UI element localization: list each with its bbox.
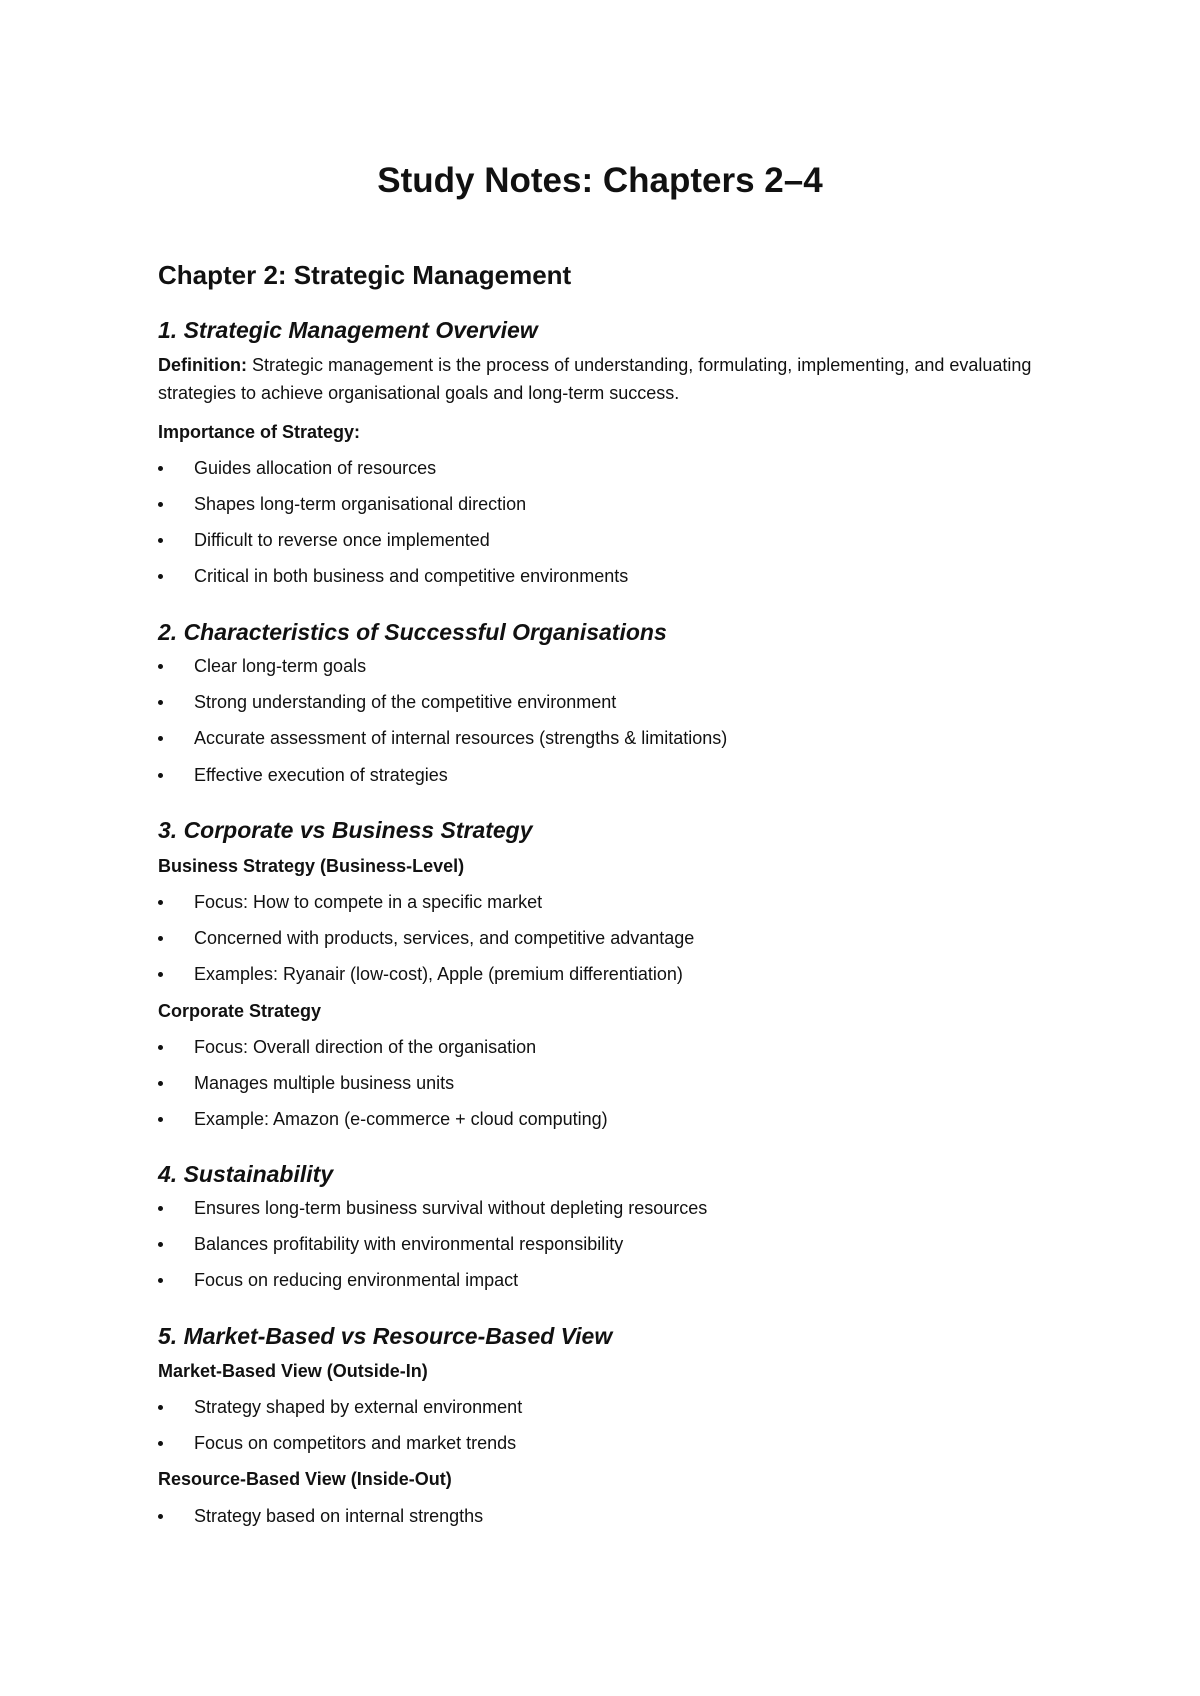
list-item-text: Difficult to reverse once implemented bbox=[194, 530, 490, 550]
bullet-icon bbox=[158, 664, 163, 669]
bullet-icon bbox=[158, 1045, 163, 1050]
bullet-icon bbox=[158, 538, 163, 543]
list-item-text: Strategy shaped by external environment bbox=[194, 1397, 523, 1417]
list-item-text: Focus: Overall direction of the organisation bbox=[194, 1037, 537, 1057]
list-item-text: Guides allocation of resources bbox=[194, 458, 437, 478]
list-item-text: Strategy based on internal strengths bbox=[194, 1506, 484, 1526]
bullet-icon bbox=[158, 900, 163, 905]
bullet-icon bbox=[158, 700, 163, 705]
list-item-text: Focus on competitors and market trends bbox=[194, 1433, 517, 1453]
bullet-icon bbox=[158, 1242, 163, 1247]
bullet-icon bbox=[158, 1405, 163, 1410]
bullet-icon bbox=[158, 736, 163, 741]
section-heading: 4. Sustainability bbox=[158, 1161, 334, 1187]
subheading: Importance of Strategy: bbox=[158, 422, 361, 442]
bullet-icon bbox=[158, 936, 163, 941]
bullet-icon bbox=[158, 574, 163, 579]
subheading: Resource-Based View (Inside-Out) bbox=[158, 1469, 452, 1489]
definition-paragraph bbox=[158, 351, 1058, 407]
bullet-icon bbox=[158, 1117, 163, 1122]
list-item-text: Ensures long-term business survival without depleting resources bbox=[194, 1198, 708, 1218]
list-item-text: Focus on reducing environmental impact bbox=[194, 1270, 519, 1290]
list-item-text: Examples: Ryanair (low-cost), Apple (premium differentiation) bbox=[194, 964, 683, 984]
section-heading: 5. Market-Based vs Resource-Based View bbox=[158, 1323, 613, 1349]
section-heading: 2. Characteristics of Successful Organisations bbox=[158, 619, 667, 645]
list-item-text: Focus: How to compete in a specific market bbox=[194, 892, 543, 912]
bullet-icon bbox=[158, 1441, 163, 1446]
definition-label: Definition: bbox=[158, 355, 247, 375]
list-item-text: Critical in both business and competitive environments bbox=[194, 566, 629, 586]
list-item-text: Clear long-term goals bbox=[194, 656, 367, 676]
bullet-icon bbox=[158, 466, 163, 471]
list-item-text: Shapes long-term organisational direction bbox=[194, 494, 527, 514]
list-item-text: Accurate assessment of internal resources (strengths & limitations) bbox=[194, 728, 728, 748]
bullet-icon bbox=[158, 1206, 163, 1211]
section-heading: 1. Strategic Management Overview bbox=[158, 317, 538, 343]
list-item-text: Strong understanding of the competitive environment bbox=[194, 692, 617, 712]
subheading: Business Strategy (Business-Level) bbox=[158, 856, 465, 876]
subheading: Corporate Strategy bbox=[158, 1001, 322, 1021]
bullet-icon bbox=[158, 502, 163, 507]
bullet-icon bbox=[158, 1514, 163, 1519]
list-item-text: Balances profitability with environmental responsibility bbox=[194, 1234, 624, 1254]
document-title: Study Notes: Chapters 2–4 bbox=[377, 161, 823, 200]
section-heading: 3. Corporate vs Business Strategy bbox=[158, 817, 533, 843]
list-item-text: Effective execution of strategies bbox=[194, 765, 448, 785]
bullet-icon bbox=[158, 773, 163, 778]
chapter-heading: Chapter 2: Strategic Management bbox=[158, 260, 572, 290]
bullet-icon bbox=[158, 1278, 163, 1283]
list-item-text: Manages multiple business units bbox=[194, 1073, 455, 1093]
bullet-icon bbox=[158, 972, 163, 977]
definition-text: Strategic management is the process of understanding, formulating, implementing, and evaluating strategies to achieve organisational goals and long-term success. bbox=[158, 355, 1032, 403]
bullet-icon bbox=[158, 1081, 163, 1086]
list-item-text: Example: Amazon (e-commerce + cloud computing) bbox=[194, 1109, 608, 1129]
list-item-text: Concerned with products, services, and competitive advantage bbox=[194, 928, 695, 948]
subheading: Market-Based View (Outside-In) bbox=[158, 1361, 428, 1381]
